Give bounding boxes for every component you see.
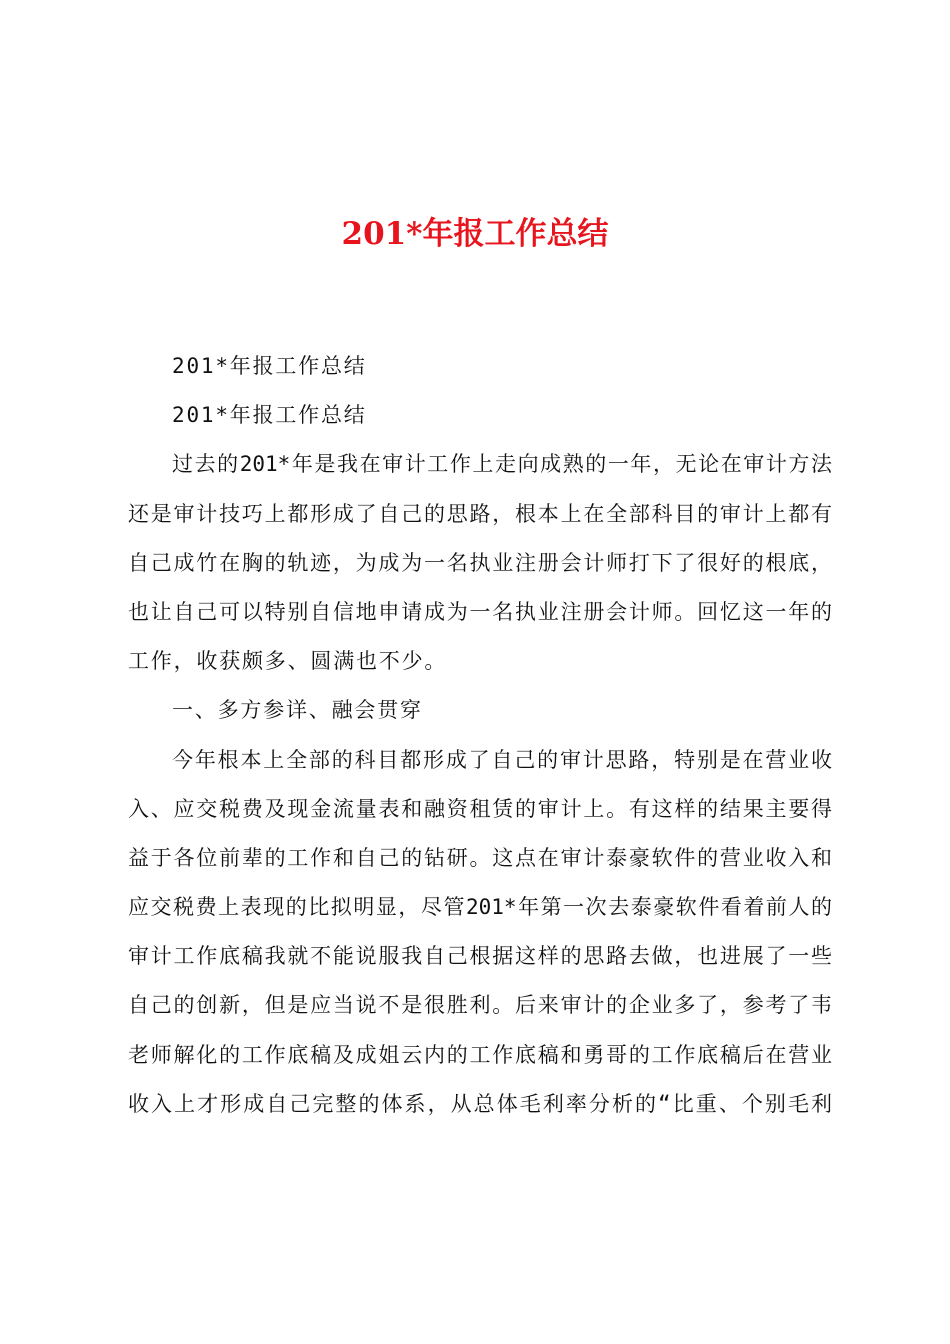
document-title: 201*年报工作总结 <box>341 216 609 252</box>
paragraph-line: 收入上才形成自己完整的体系，从总体毛利率分析的“比重、个别毛利 <box>128 1091 832 1116</box>
paragraph-line: 入、应交税费及现金流量表和融资租赁的审计上。有这样的结果主要得 <box>128 796 832 821</box>
paragraph-line: 今年根本上全部的科目都形成了自己的审计思路，特别是在营业收 <box>172 747 832 772</box>
paragraph-line: 过去的201*年是我在审计工作上走向成熟的一年，无论在审计方法 <box>172 452 832 477</box>
body-heading-line: 201*年报工作总结 <box>172 354 367 378</box>
paragraph-line: 自己的创新，但是应当说不是很胜利。后来审计的企业多了，参考了韦 <box>128 993 832 1018</box>
paragraph-line: 审计工作底稿我就不能说服我自己根据这样的思路去做，也进展了一些 <box>128 944 832 969</box>
paragraph-line: 工作，收获颇多、圆满也不少。 <box>128 649 448 674</box>
paragraph-line: 自己成竹在胸的轨迹，为成为一名执业注册会计师打下了很好的根底， <box>128 550 832 575</box>
section-heading: 一、多方参详、融会贯穿 <box>172 698 423 723</box>
paragraph-line: 老师解化的工作底稿及成姐云内的工作底稿和勇哥的工作底稿后在营业 <box>128 1042 832 1067</box>
paragraph-line: 也让自己可以特别自信地申请成为一名执业注册会计师。回忆这一年的 <box>128 599 832 624</box>
body-heading-line: 201*年报工作总结 <box>172 403 367 428</box>
paragraph-line: 还是审计技巧上都形成了自己的思路，根本上在全部科目的审计上都有 <box>128 501 832 526</box>
paragraph-line: 益于各位前辈的工作和自己的钻研。这点在审计泰豪软件的营业收入和 <box>128 845 832 870</box>
paragraph-line: 应交税费上表现的比拟明显，尽管201*年第一次去泰豪软件看着前人的 <box>128 895 832 920</box>
document-body <box>128 342 832 1129</box>
